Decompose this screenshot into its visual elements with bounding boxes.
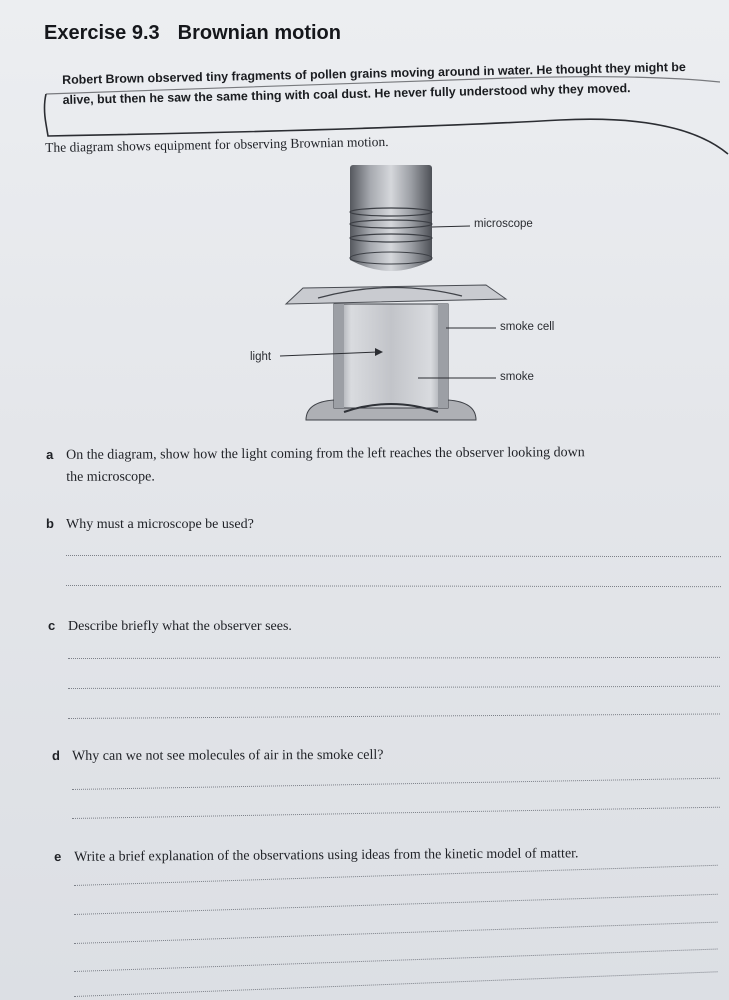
exercise-title: Brownian motion: [177, 22, 341, 44]
label-light: light: [250, 351, 272, 363]
question-a: [46, 441, 666, 489]
answer-line-e3[interactable]: [74, 922, 718, 944]
answer-line-b2[interactable]: [66, 585, 721, 587]
question-letter: c: [48, 618, 56, 633]
question-text-continued: the microscope.: [66, 469, 155, 485]
question-b: [46, 513, 254, 536]
lead-sentence: The diagram shows equipment for observing Brownian motion.: [45, 134, 389, 155]
question-d: [52, 744, 383, 768]
label-smoke: smoke: [500, 371, 534, 383]
answer-line-d1[interactable]: [72, 778, 720, 790]
label-microscope: microscope: [474, 218, 533, 230]
microscope-pointer: [432, 226, 470, 227]
question-letter: b: [46, 516, 54, 531]
exercise-number: Exercise 9.3: [44, 22, 160, 44]
question-c: [48, 615, 292, 638]
smoke-cell-icon: [306, 304, 476, 420]
answer-line-c2[interactable]: [68, 686, 720, 689]
answer-line-c1[interactable]: [68, 657, 720, 659]
question-text: Why can we not see molecules of air in the smoke cell?: [72, 747, 384, 764]
question-text: On the diagram, show how the light coming from the left reaches the observer looking down: [66, 445, 585, 463]
brownian-diagram: [0, 0, 729, 440]
question-letter: d: [52, 747, 61, 763]
question-text: Why must a microscope be used?: [66, 517, 254, 532]
label-smoke-cell: smoke cell: [500, 321, 555, 333]
question-text: Write a brief explanation of the observations using ideas from the kinetic model of matter.: [74, 846, 579, 865]
answer-line-e5[interactable]: [74, 971, 718, 997]
answer-line-e2[interactable]: [74, 894, 718, 915]
intro-line-1: Robert Brown observed tiny fragments of pollen grains moving around in water. He thought they might be: [62, 59, 686, 87]
intro-line-2: alive, but then he saw the same thing with coal dust. He never fully understood why they moved.: [62, 81, 631, 107]
answer-line-e4[interactable]: [74, 949, 718, 972]
glass-slide: [286, 285, 506, 304]
question-e: [54, 842, 579, 869]
answer-line-c3[interactable]: [68, 713, 720, 719]
question-text: Describe briefly what the observer sees.: [68, 619, 292, 634]
answer-line-d2[interactable]: [72, 807, 720, 819]
question-letter: a: [46, 446, 54, 462]
microscope-icon: [350, 165, 432, 271]
answer-line-b1[interactable]: [66, 555, 721, 557]
question-letter: e: [54, 848, 62, 864]
